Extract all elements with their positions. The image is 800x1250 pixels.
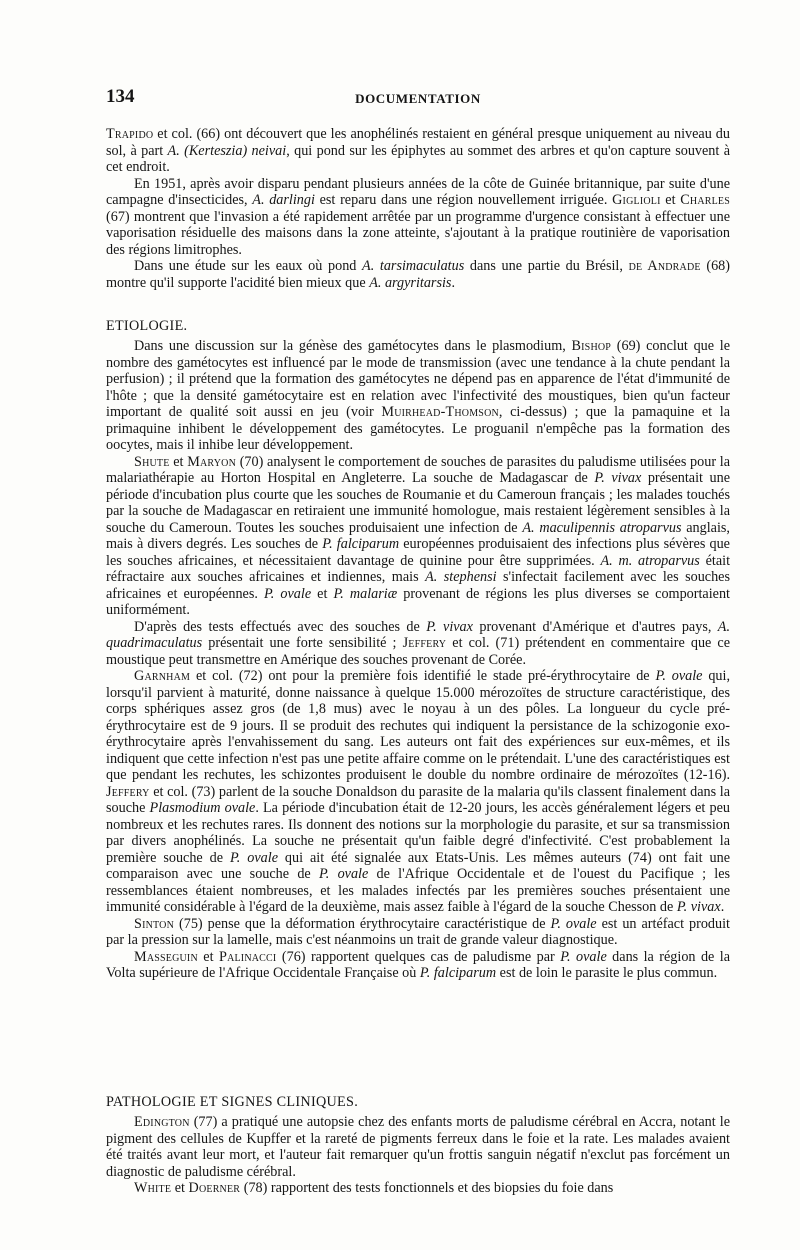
text-run: et	[660, 192, 681, 208]
text-run: et	[197, 948, 219, 965]
species-name: P. ovale	[229, 849, 278, 866]
text-run: de l'Afrique Occidentale et de l'ouest du Pacifique ; les ressemblances étaient nombreuses, et les malades infectés par les premières souches présentaient une immunité considérable à l'égard de la deuxième, mais assez faible à l'égard de la souche Chesson de	[106, 866, 731, 915]
author-name: White	[134, 1180, 172, 1196]
paragraph	[106, 454, 730, 619]
text-block-pathologie	[106, 1114, 730, 1197]
text-run: est un artéfact produit par la pression sur la lamelle, mais c'est néanmoins un trait de grande valeur diagnostique.	[106, 915, 730, 948]
author-name: Doerner	[188, 1180, 241, 1196]
text-run: (69) conclut que le nombre des gamétocytes est influencé par le mode de transmission (avec une tendance à la chute pendant la perfusion) ; il prétend que la formation des gamétocytes ne dépend pas en apparence de l'état d'immunité de l'hôte ; que la densité gamétocytaire est en relation avec l'infectivité des moustiques, bien qu'un facteur important de qualité soit aussi en jeu (voir	[106, 338, 730, 420]
text-run: (75) pense que la déformation érythrocytaire caractéristique de	[174, 915, 551, 932]
running-head	[106, 86, 730, 116]
text-run: .	[720, 899, 725, 915]
text-run: , ci-dessus) ; que la pamaquine et la primaquine inhibent le développement des gamétocytes. Le proguanil n'empêche pas la formation des oocytes, mais il inhibe leur développement.	[106, 404, 730, 453]
species-name: P. vivax	[594, 470, 642, 486]
text-run: provenant d'Amérique et d'autres pays,	[472, 618, 718, 635]
species-name: P. ovale	[655, 668, 703, 684]
paragraph	[106, 176, 730, 259]
paragraph	[106, 1180, 730, 1197]
text-run: et col. (73) parlent de la souche Donaldson du parasite de la malaria qu'ils classent finalement dans la souche	[106, 783, 730, 816]
author-name: Jeffery	[402, 635, 447, 651]
paragraph	[106, 338, 730, 454]
species-name: A. maculipennis atroparvus	[522, 519, 682, 536]
text-run: est de loin le parasite le plus commun.	[496, 965, 718, 981]
species-name: A. (Kerteszia) neivai	[167, 142, 287, 159]
text-run: .	[451, 274, 455, 291]
species-name: A. quadrimaculatus	[106, 618, 731, 651]
author-name: Muirhead-Thomson	[381, 404, 499, 420]
text-run: Dans une étude sur les eaux où pond	[134, 258, 363, 274]
author-name: Trapido	[106, 126, 154, 142]
text-run: (77) a pratiqué une autopsie chez des enfants morts de paludisme cérébral en Accra, notant le pigment des cellules de Kupffer et la rareté de pigments ferreux dans le foie et la rate. Les malades avaient été traités avant leur mort, et l'auteur fait remarquer qu'un frottis sanguin négatif n'exclut pas forcément un diagnostic de paludisme cérébral.	[106, 1114, 730, 1180]
text-run: , qui pond sur les épiphytes au sommet des arbres et qu'on capture souvent à cet endroit.	[106, 142, 730, 175]
section-heading-pathologie: PATHOLOGIE ET SIGNES CLINIQUES.	[106, 1094, 359, 1110]
text-run: et col. (66) ont découvert que les anophélinés restaient en général presque uniquement au niveau du sol, à part	[106, 126, 730, 159]
text-run: s'infectait facilement avec les souches africaines et européennes.	[106, 569, 731, 602]
author-name: Shute	[134, 453, 170, 470]
text-block-vectors	[106, 126, 730, 291]
species-name: P. falciparum	[419, 965, 497, 981]
species-name: A. darlingi	[252, 192, 315, 208]
text-run: En 1951, après avoir disparu pendant plusieurs années de la côte de Guinée britannique, par suite d'une campagne d'insecticides,	[106, 175, 730, 208]
text-run: (78) rapportent des tests fonctionnels et des biopsies du foie dans	[240, 1180, 614, 1196]
paragraph	[106, 619, 730, 669]
paragraph	[106, 916, 730, 949]
text-run: et	[171, 1180, 189, 1196]
text-run: était réfractaire aux souches africaines et indiennes, mais	[106, 552, 731, 585]
text-run: dans une partie du Brésil,	[464, 258, 629, 274]
text-run: Dans une discussion sur la génèse des gamétocytes dans le plasmodium,	[134, 338, 572, 354]
author-name: Bishop	[571, 338, 612, 354]
author-name: Sinton	[134, 915, 175, 932]
author-name: Maryon	[187, 453, 237, 470]
text-run: anglais, mais à divers degrés. Les souches de	[106, 519, 730, 552]
author-name: Palinacci	[218, 948, 277, 965]
species-name: A. m. atroparvus	[600, 552, 700, 569]
species-name: P. vivax	[426, 618, 473, 635]
species-name: P. ovale	[263, 585, 312, 602]
text-run: présentait une période d'incubation plus courte que les souches de Roumanie et du Cameroun français ; les malades touchés par la souche de Madagascar en retiraient une immunité homologue, mais restaient légèrement sensibles à la souche du Cameroun. Toutes les souches produisaient une infection de	[106, 470, 730, 536]
species-name: P. ovale	[560, 948, 607, 965]
species-name: Plasmodium ovale	[149, 800, 256, 816]
text-run: (67) montrent que l'invasion a été rapidement arrêtée par un programme d'urgence consistant à effectuer une vaporisation résiduelle des maisons dans la zone atteinte, s'ajoutant à la pratique routinière de vaporisation des régions limitrophes.	[106, 208, 730, 258]
author-name: Charles	[680, 192, 731, 208]
text-run: est reparu dans une région nouvellement irriguée.	[314, 192, 613, 208]
paragraph	[106, 668, 730, 916]
text-run: dans la région de la Volta supérieure de l'Afrique Occidentale Française où	[106, 948, 731, 981]
species-name: A. tarsimaculatus	[362, 258, 465, 274]
paragraph	[106, 949, 730, 982]
text-run: et col. (72) ont pour la première fois identifié le stade pré-érythrocytaire de	[190, 668, 656, 684]
paragraph	[106, 126, 730, 176]
text-run: (68) montre qu'il supporte l'acidité bien mieux que	[106, 258, 730, 291]
text-block-etiologie	[106, 338, 730, 982]
species-name: P. vivax	[676, 899, 721, 915]
text-run: D'après des tests effectués avec des souches de	[134, 618, 427, 635]
species-name: P. malariæ	[333, 585, 398, 602]
author-name: Masseguin	[134, 948, 198, 965]
text-run: et	[169, 453, 188, 470]
author-name: Garnham	[134, 668, 191, 684]
species-name: P. ovale	[318, 866, 369, 882]
page-number: 134	[106, 86, 135, 107]
paragraph	[106, 1114, 730, 1180]
species-name: A. argyritarsis	[369, 274, 452, 291]
document-page	[106, 86, 731, 1196]
text-run: qui ait été signalée aux Etats-Unis. Les mêmes auteurs (74) ont fait une comparaison avec une souche de	[106, 849, 730, 882]
text-run: provenant de régions les plus diverses se comportaient uniformément.	[106, 585, 730, 618]
section-heading-etiologie: ETIOLOGIE.	[106, 318, 188, 334]
text-run: et col. (71) prétendent en commentaire que ce moustique peut transmettre en Amérique des souches provenant de Corée.	[106, 635, 731, 668]
text-run: présentait une forte sensibilité ;	[202, 635, 403, 651]
text-run: (76) rapportent quelques cas de paludisme par	[276, 948, 561, 965]
text-run: . La période d'incubation était de 12-20 jours, les accès généralement légers et peu nombreux et les rechutes rares. Ils donnent des notions sur la morphologie du parasite, et sur sa transmission par divers anophélinés. La souche ne présentait qu'un faible degré d'infectivité. C'est probablement la première souche de	[106, 800, 730, 866]
running-title: DOCUMENTATION	[355, 91, 481, 106]
text-run: européennes produisaient des infections plus sévères que les souches africaines, et nécessitaient davantage de quinine pour être supprimées.	[106, 536, 730, 569]
author-name: Giglioli	[612, 192, 661, 208]
author-name: de Andrade	[628, 258, 701, 274]
author-name: Edington	[134, 1114, 190, 1130]
text-run: qui, lorsqu'il parvient à maturité, donne naissance à quelque 15.000 mérozoïtes de structure caractéristique, des corps sphériques assez gros (de 1,8 mus) avec le noyau à un des pôles. La longueur du cycle pré-érythrocytaire est de 9 jours. Il se produit des rechutes qui indiquent la persistance de la schizogonie exo-érythrocytaire après l'envahissement du sang. Les auteurs ont fait des expériences sur eux-mêmes, et ils indiquent que cette infection n'est pas une petite affaire comme on le prétendait. L'une des caractéristiques est que pendant les rechutes, les schizontes produisent le double du nombre ordinaire de mérozoïtes (12-16).	[106, 668, 731, 783]
text-run: et	[311, 585, 334, 602]
text-run: (70) analysent le comportement de souches de parasites du paludisme utilisées pour la malariathérapie au Horton Hospital en Angleterre. La souche de Madagascar de	[106, 453, 730, 486]
paragraph	[106, 258, 730, 291]
species-name: P. ovale	[550, 915, 597, 932]
species-name: A. stephensi	[425, 569, 497, 585]
species-name: P. falciparum	[322, 536, 400, 552]
author-name: Jeffery	[106, 783, 150, 800]
